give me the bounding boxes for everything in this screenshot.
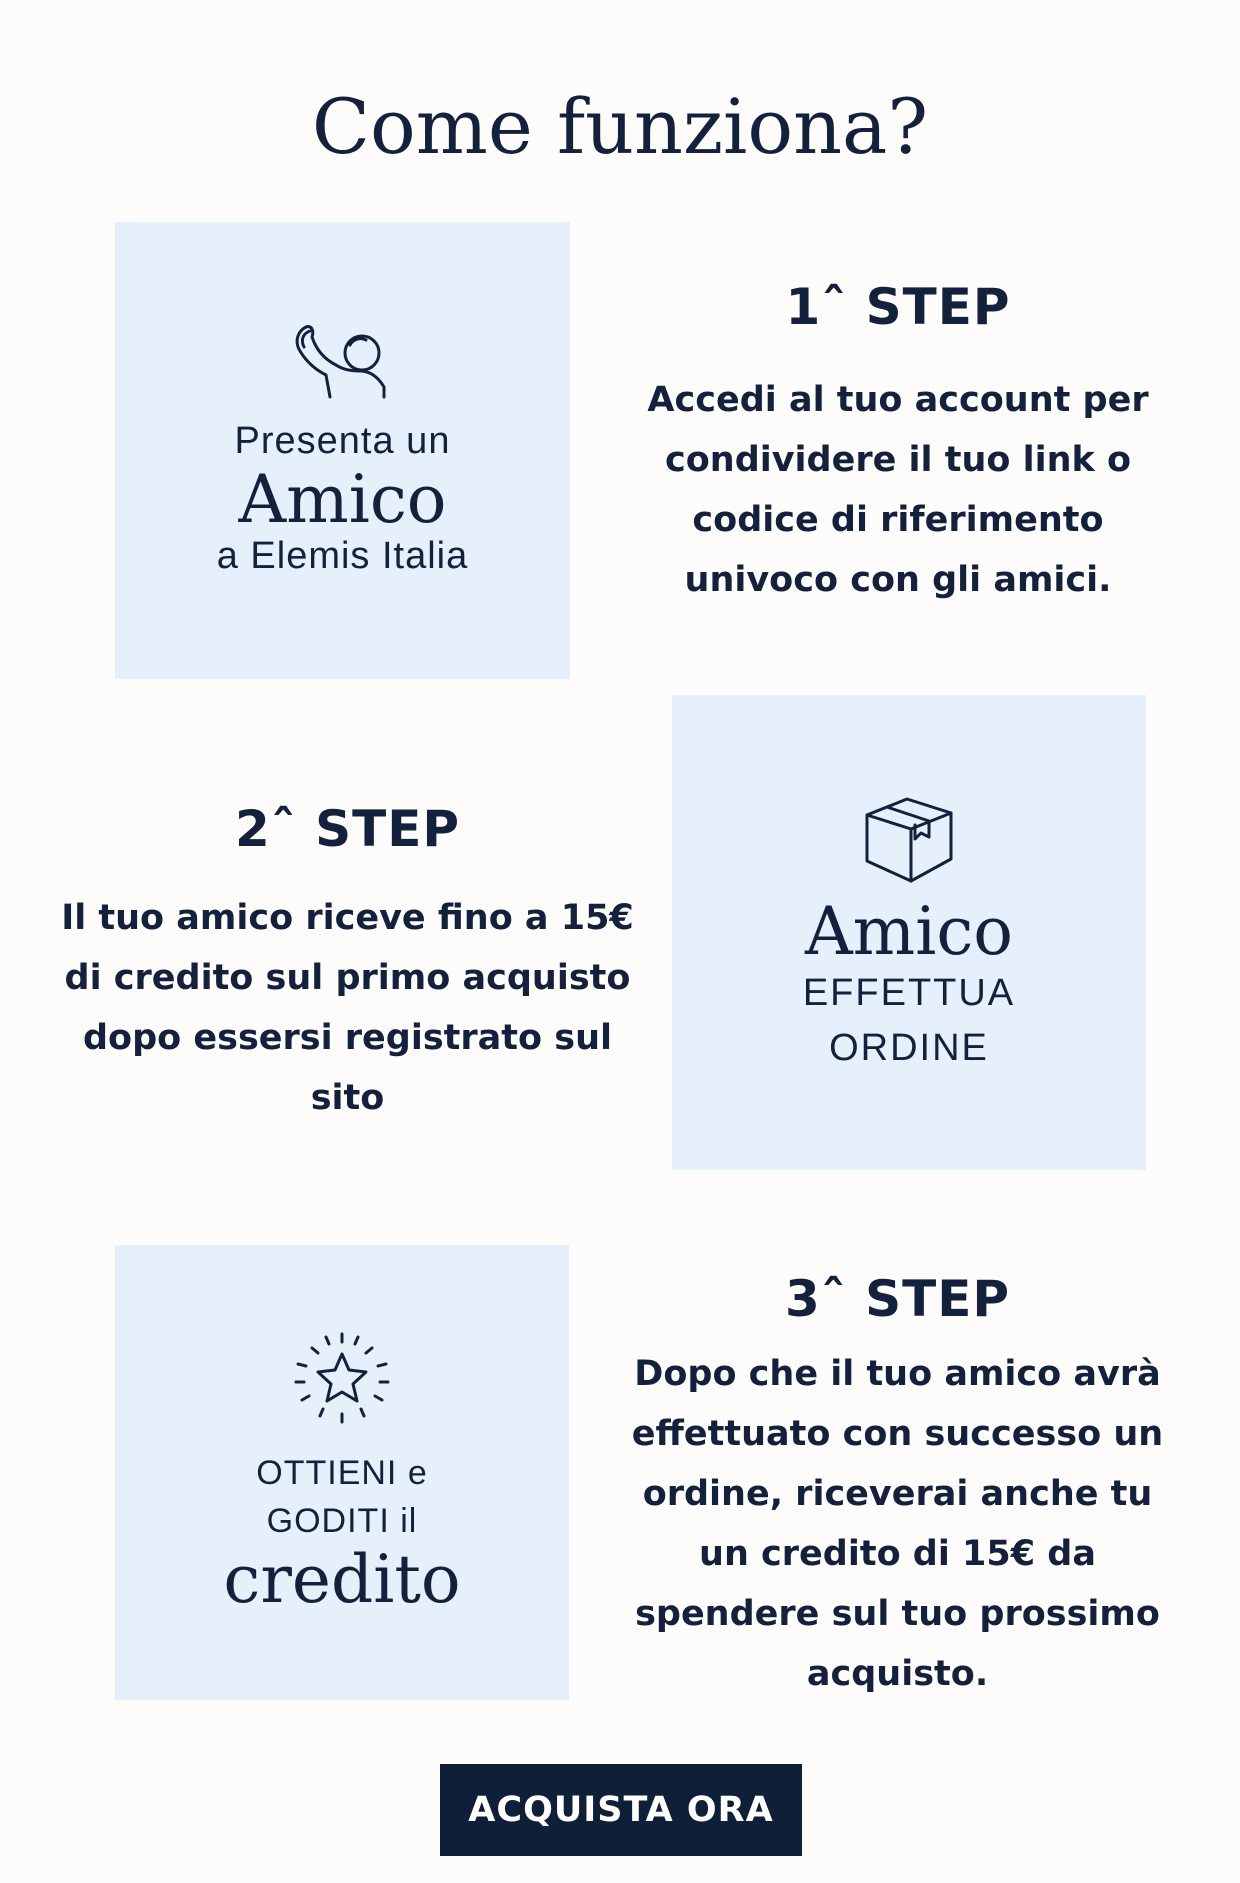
step-1 bbox=[628, 278, 1168, 610]
card-bottom-text: a Elemis Italia bbox=[216, 535, 469, 578]
buy-now-button[interactable]: ACQUISTA ORA bbox=[440, 1764, 802, 1856]
card-big-text: credito bbox=[223, 1541, 461, 1619]
waving-hand-icon bbox=[290, 321, 396, 403]
card-line-1: EFFETTUA bbox=[802, 972, 1016, 1015]
step-title: 1ˆ STEP bbox=[785, 278, 1011, 336]
refer-friend-card bbox=[115, 222, 570, 679]
card-line-1: OTTIENI e bbox=[256, 1454, 428, 1493]
card-big-text: Amico bbox=[238, 460, 447, 538]
step-title: 3ˆ STEP bbox=[784, 1270, 1011, 1328]
step-title: 2ˆ STEP bbox=[234, 800, 461, 858]
step-description: Il tuo amico riceve fino a 15€ di credito sul primo acquisto dopo essersi registrato sul sito bbox=[61, 898, 634, 1118]
step-3 bbox=[625, 1270, 1170, 1704]
get-credit-card bbox=[115, 1245, 569, 1700]
step-description: Accedi al tuo account per condividere il tuo link o codice di riferimento univoco con gli amici. bbox=[647, 380, 1149, 600]
step-2 bbox=[60, 800, 635, 1128]
package-box-icon bbox=[863, 789, 955, 885]
step-description: Dopo che il tuo amico avrà effettuato con successo un ordine, riceverai anche tu un credito di 15€ da spendere sul tuo prossimo acquisto. bbox=[631, 1354, 1164, 1694]
card-big-text: Amico bbox=[804, 892, 1014, 970]
card-line-2: ORDINE bbox=[829, 1027, 989, 1070]
sparkle-star-icon bbox=[292, 1330, 392, 1426]
card-top-text: Presenta un bbox=[234, 420, 451, 463]
friend-order-card bbox=[672, 695, 1146, 1170]
card-line-2: GODITI il bbox=[266, 1501, 418, 1540]
page-title: Come funziona? bbox=[311, 82, 929, 171]
